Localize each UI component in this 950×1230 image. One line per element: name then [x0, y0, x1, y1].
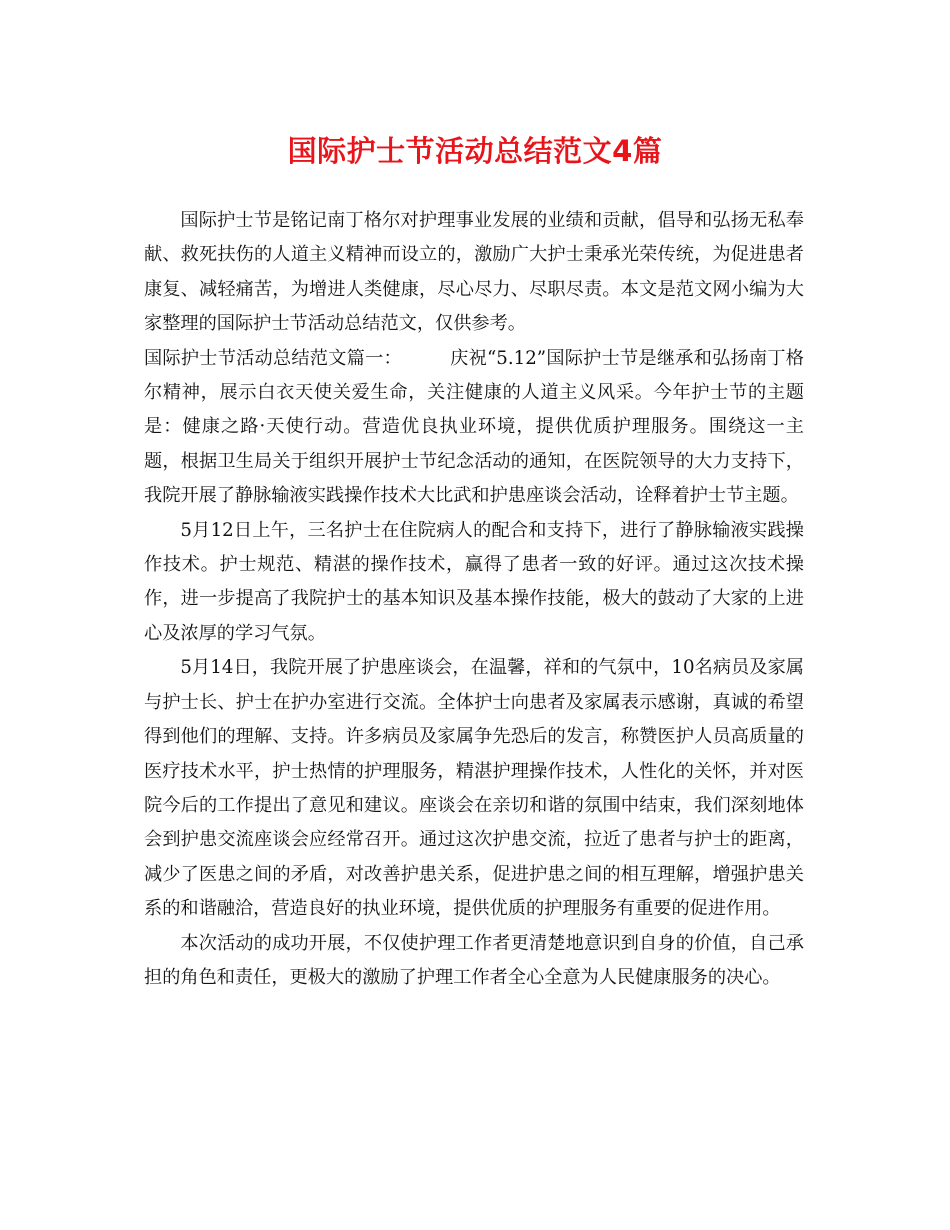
intro-paragraph: 国际护士节是铭记南丁格尔对护理事业发展的业绩和贡献，倡导和弘扬无私奉献、救死扶伤的人道主义精神而设立的，激励广大护士秉承光荣传统，为促进患者康复、减轻痛苦，为增进人类健康，尽心尽力、尽职尽责。本文是范文网小编为大家整理的国际护士节活动总结范文，仅供参考。	[144, 210, 804, 335]
section-first-paragraph: 庆祝“5.12”国际护士节是继承和弘扬南丁格尔精神，展示白衣天使关爱生命，关注健康的人道主义风采。今年护士节的主题是：健康之路·天使行动。营造优良执业环境，提供优质护理服务。围绕这一主题，根据卫生局关于组织开展护士节纪念活动的通知，在医院领导的大力支持下，我院开展了静脉输液实践操作技术大比武和护患座谈会活动，诠释着护士节主题。	[144, 347, 804, 507]
body-paragraph: 5月12日上午，三名护士在住院病人的配合和支持下，进行了静脉输液实践操作技术。护士规范、精湛的操作技术，赢得了患者一致的好评。通过这次技术操作，进一步提高了我院护士的基本知识及基本操作技能，极大的鼓动了大家的上进心及浓厚的学习气氛。	[144, 519, 804, 644]
section-one-paragraph	[144, 342, 804, 514]
document-body	[144, 204, 804, 995]
body-paragraph: 本次活动的成功开展，不仅使护理工作者更清楚地意识到自身的价值，自己承担的角色和责任，更极大的激励了护理工作者全心全意为人民健康服务的决心。	[144, 932, 804, 988]
body-paragraph: 5月14日，我院开展了护患座谈会，在温馨，祥和的气氛中，10名病员及家属与护士长、护士在护办室进行交流。全体护士向患者及家属表示感谢，真诚的希望得到他们的理解、支持。许多病员及家属争先恐后的发言，称赞医护人员高质量的医疗技术水平，护士热情的护理服务，精湛护理操作技术，人性化的关怀，并对医院今后的工作提出了意见和建议。座谈会在亲切和谐的氛围中结束，我们深刻地体会到护患交流座谈会应经常召开。通过这次护患交流，拉近了患者与护士的距离，减少了医患之间的矛盾，对改善护患关系，促进护患之间的相互理解，增强护患关系的和谐融洽，营造良好的执业环境，提供优质的护理服务有重要的促进作用。	[144, 657, 804, 920]
section-heading: 国际护士节活动总结范文篇一：	[144, 347, 402, 369]
document-title: 国际护士节活动总结范文4篇	[287, 134, 663, 168]
